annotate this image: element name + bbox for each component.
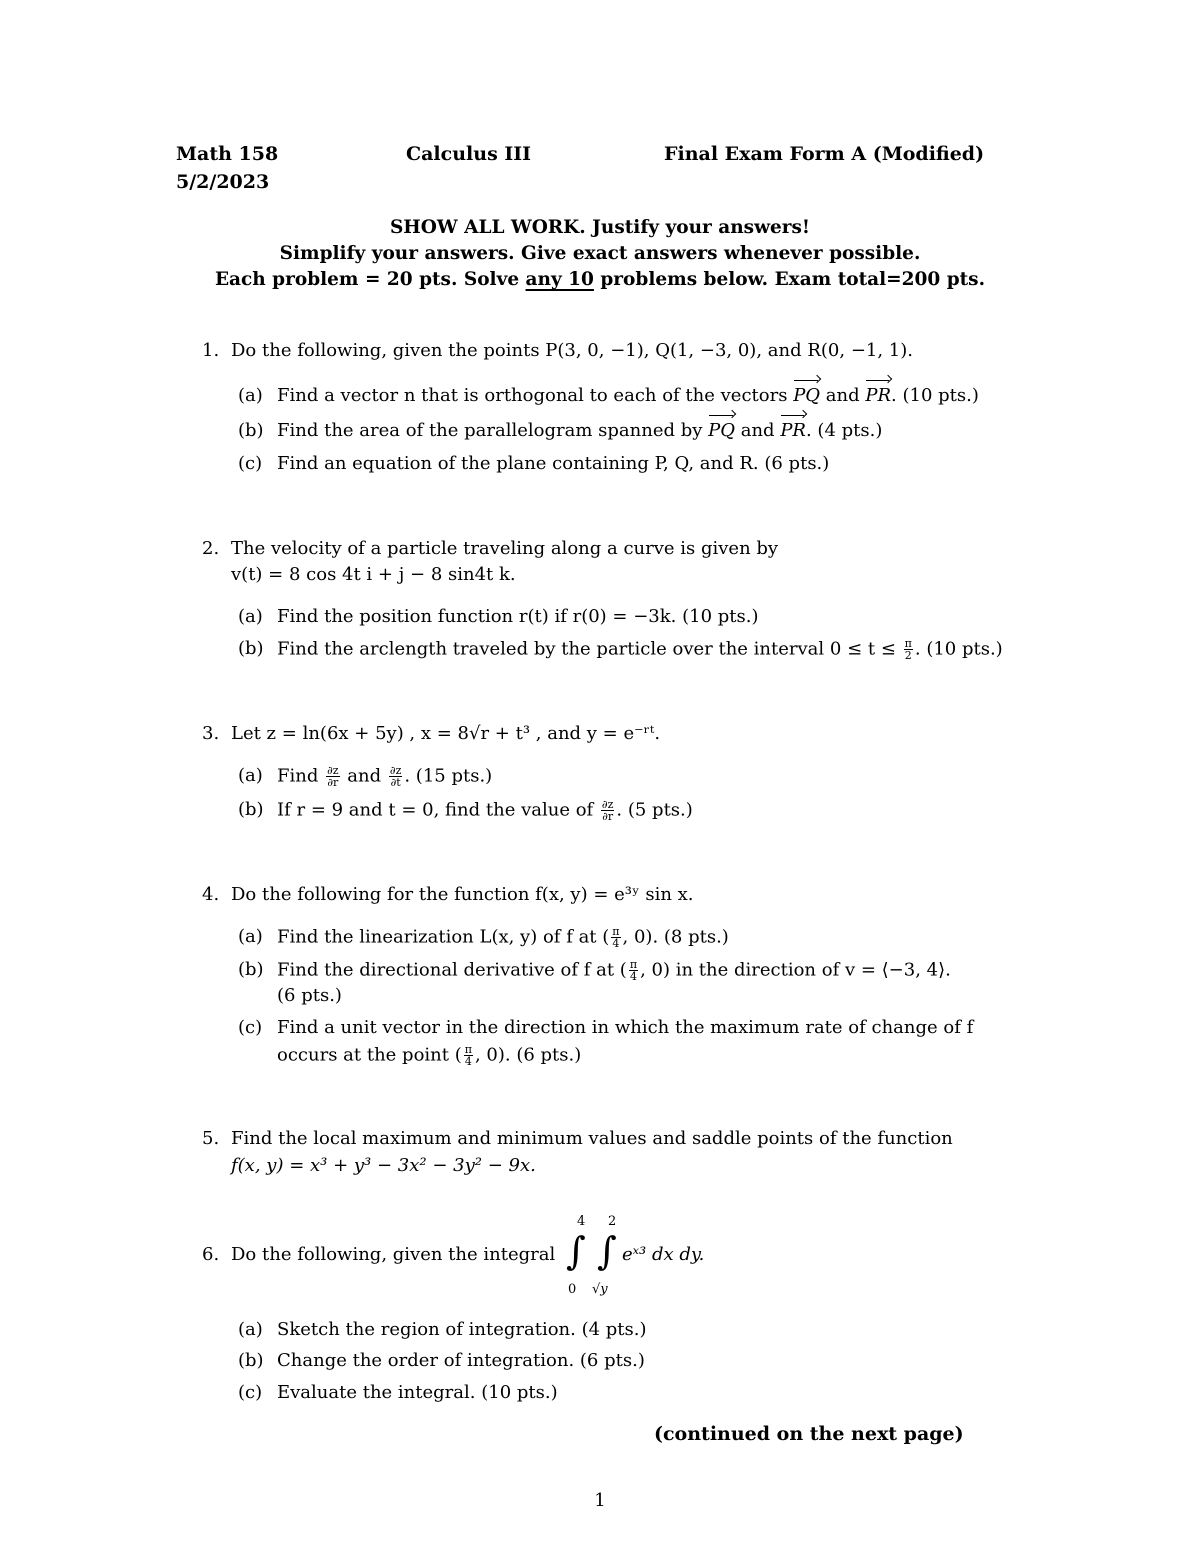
problem-4a-post: , 0). (8 pts.): [622, 926, 729, 948]
problem-4b-text: [277, 959, 951, 982]
instructions-line-1: SHOW ALL WORK. Justify your answers!: [389, 217, 811, 238]
problem-2-velocity: v(t) = 8 cos 4t i + j − 8 sin4t k.: [231, 564, 516, 585]
problem-1c-label: (c): [238, 453, 263, 474]
problem-4b-points: (6 pts.): [277, 985, 342, 1006]
problem-3a-post: . (15 pts.): [404, 765, 493, 787]
problem-3b-text: [277, 799, 693, 822]
fraction-denominator: ∂t: [390, 776, 401, 789]
outer-lower-limit: 0: [568, 1282, 577, 1297]
continued-note: (continued on the next page): [654, 1423, 964, 1445]
problem-6a-text: Sketch the region of integration. (4 pts.): [277, 1319, 647, 1340]
fraction-denominator: 4: [612, 937, 620, 950]
fraction-numerator: π: [629, 958, 638, 971]
problem-2a-label: (a): [238, 606, 263, 627]
problem-2b-pre: Find the arclength traveled by the particle over the interval 0 ≤ t ≤: [277, 638, 902, 660]
fraction-numerator: ∂z: [327, 764, 339, 777]
problem-6c-label: (c): [238, 1382, 263, 1403]
problem-4a-pre: Find the linearization L(x, y) of f at (: [277, 926, 610, 948]
instructions-line-2: Simplify your answers. Give exact answers whenever possible.: [279, 243, 921, 264]
problem-2b-post: . (10 pts.): [914, 638, 1003, 660]
fraction-denominator: 4: [464, 1055, 472, 1068]
inner-lower-limit: √y: [592, 1282, 608, 1297]
instructions-line-3-pre: Each problem = 20 pts. Solve: [214, 269, 526, 290]
integrand: eˣ³ dx dy.: [622, 1244, 705, 1265]
page-number: 1: [594, 1490, 606, 1511]
problem-6-stem: Do the following, given the integral: [231, 1244, 556, 1265]
vector-pq: PQ: [793, 385, 821, 406]
problem-1b-label: (b): [238, 420, 264, 441]
fraction-numerator: π: [464, 1043, 472, 1056]
problem-3-stem: Let z = ln(6x + 5y) , x = 8√r + t³ , and y = e⁻ʳᵗ.: [231, 723, 661, 744]
instructions-line-3-post: problems below. Exam total=200 pts.: [593, 269, 986, 290]
fraction-pi-over-2: [904, 638, 913, 661]
problem-1b-post: . (4 pts.): [805, 420, 883, 441]
instructions-underlined: any 10: [525, 269, 594, 290]
problem-2b-label: (b): [238, 638, 264, 659]
problem-4a-label: (a): [238, 926, 263, 947]
problem-3b-label: (b): [238, 799, 264, 820]
problem-4b-post: , 0) in the direction of v = ⟨−3, 4⟩.: [640, 959, 951, 981]
problem-1-number: 1.: [202, 340, 220, 361]
fraction-numerator: π: [904, 637, 912, 650]
vector-pr: PR: [780, 420, 806, 441]
problem-1a-text: [277, 385, 979, 406]
problem-5-function: f(x, y) = x³ + y³ − 3x² − 3y² − 9x.: [231, 1155, 536, 1176]
exam-date: 5/2/2023: [176, 171, 270, 193]
problem-5-number: 5.: [202, 1128, 220, 1149]
problem-4-stem: Do the following for the function f(x, y) = e³ʸ sin x.: [231, 884, 694, 905]
problem-4-number: 4.: [202, 884, 220, 905]
fraction-pi-over-4: [464, 1044, 473, 1067]
fraction-denominator: ∂r: [602, 810, 614, 823]
problem-4c-post: , 0). (6 pts.): [474, 1044, 582, 1066]
problem-6c-text: Evaluate the integral. (10 pts.): [277, 1382, 558, 1403]
problem-4c-pre: occurs at the point (: [277, 1044, 462, 1066]
fraction-numerator: ∂z: [389, 764, 402, 777]
outer-upper-limit: 4: [577, 1214, 586, 1229]
problem-2a-text: Find the position function r(t) if r(0) = −3k. (10 pts.): [277, 606, 759, 627]
problem-1-stem: Do the following, given the points P(3, 0, −1), Q(1, −3, 0), and R(0, −1, 1).: [231, 340, 913, 361]
problem-1a-post: . (10 pts.): [891, 385, 979, 406]
problem-3a-label: (a): [238, 765, 263, 786]
problem-2-stem: The velocity of a particle traveling along a curve is given by: [231, 538, 779, 559]
outer-integral-sign: ∫: [566, 1229, 586, 1273]
problem-1b-text: [277, 420, 882, 441]
problem-2-number: 2.: [202, 538, 220, 559]
problem-4c-line-1: Find a unit vector in the direction in which the maximum rate of change of f: [277, 1017, 974, 1038]
problem-3b-post: . (5 pts.): [616, 799, 693, 821]
problem-4c-line-2: [277, 1044, 581, 1067]
inner-integral-sign: ∫: [597, 1229, 617, 1273]
vector-pr: PR: [865, 385, 892, 406]
problem-3a-text: [277, 765, 492, 788]
problem-4b-pre: Find the directional derivative of f at (: [277, 959, 627, 981]
fraction-dz-dr: [601, 799, 614, 822]
problem-3-number: 3.: [202, 723, 220, 744]
instructions-line-3: [0, 269, 1200, 290]
problem-6a-label: (a): [238, 1319, 263, 1340]
problem-2b-text: [277, 638, 1003, 661]
problem-5-stem: Find the local maximum and minimum values and saddle points of the function: [231, 1128, 953, 1149]
problem-3a-mid: and: [341, 765, 387, 787]
problem-3b-pre: If r = 9 and t = 0, find the value of: [277, 799, 599, 821]
problem-1a-mid: and: [820, 385, 866, 406]
problem-3a-pre: Find: [277, 765, 325, 787]
fraction-pi-over-4: [611, 926, 620, 949]
problem-1b-mid: and: [735, 420, 781, 441]
problem-4b-label: (b): [238, 959, 264, 980]
problem-6-number: 6.: [202, 1244, 220, 1265]
exam-title: Final Exam Form A (Modified): [664, 143, 985, 165]
problem-4a-text: [277, 926, 729, 949]
problem-1a-pre: Find a vector n that is orthogonal to each of the vectors: [277, 385, 794, 406]
course-title: Calculus III: [406, 143, 532, 165]
problem-1c-text: Find an equation of the plane containing P, Q, and R. (6 pts.): [277, 453, 830, 474]
fraction-numerator: π: [612, 925, 620, 938]
fraction-denominator: ∂r: [327, 776, 339, 789]
problem-1a-label: (a): [238, 385, 263, 406]
fraction-denominator: 4: [629, 970, 637, 983]
fraction-dz-dt: [389, 765, 402, 788]
inner-upper-limit: 2: [608, 1214, 617, 1229]
fraction-dz-dr: [326, 765, 339, 788]
problem-6b-text: Change the order of integration. (6 pts.): [277, 1350, 645, 1371]
fraction-pi-over-4: [629, 959, 638, 982]
problem-4c-label: (c): [238, 1017, 263, 1038]
vector-pq: PQ: [708, 420, 736, 441]
fraction-numerator: ∂z: [601, 798, 614, 811]
problem-1b-pre: Find the area of the parallelogram spanned by: [277, 420, 709, 441]
problem-6b-label: (b): [238, 1350, 264, 1371]
course-number: Math 158: [176, 143, 279, 165]
fraction-denominator: 2: [904, 649, 912, 662]
